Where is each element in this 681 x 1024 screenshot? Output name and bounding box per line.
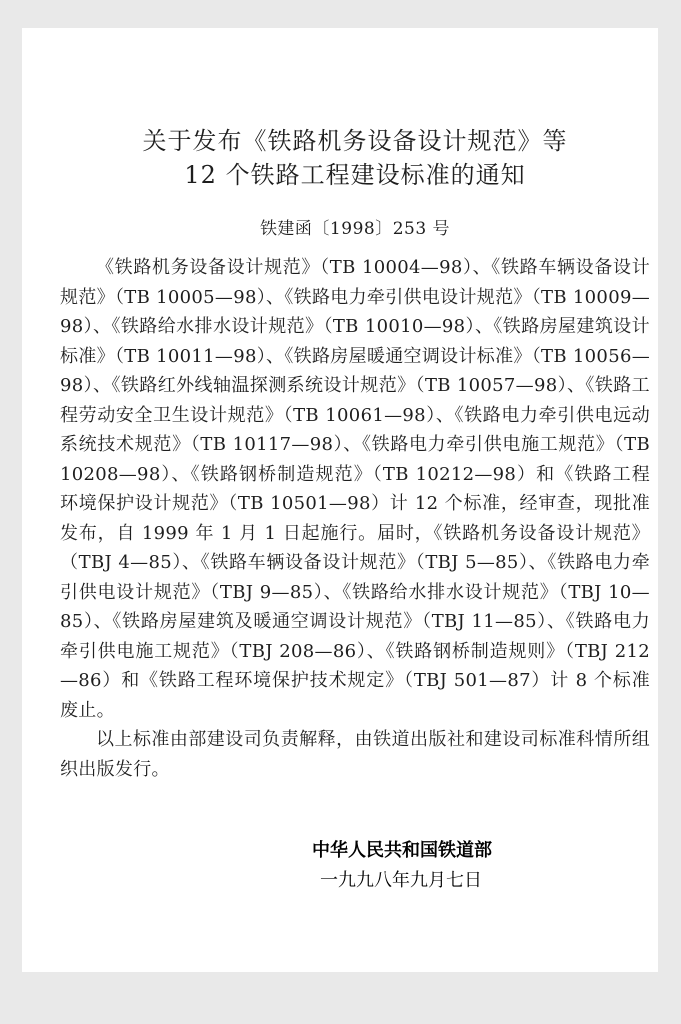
body-paragraph-1: 《铁路机务设备设计规范》（TB 10004—98）、《铁路车辆设备设计规范》（TB 10005—98）、《铁路电力牵引供电设计规范》（TB 10009—98）、《铁路给水排水设计规范》（TB 10010—98）、《铁路房屋建筑设计标准》（TB 10011—98）、《铁路房屋暖通空调设计标准》（TB 10056—98）、《铁路红外线轴温探测系统设计规范》（TB 10057—98）、《铁路工程劳动安全卫生设计规范》（TB 10061—98）、《铁路电力牵引供电远动系统技术规范》（TB 10117—98）、《铁路电力牵引供电施工规范》（TB 10208—98）、《铁路钢桥制造规范》（TB 10212—98）和《铁路工程环境保护设计规范》（TB 10501—98）计 12 个标准，经审查，现批准发布，自 1999 年 1 月 1 日起施行。届时，《铁路机务设备设计规范》（TBJ 4—85）、《铁路车辆设备设计规范》（TBJ 5—85）、《铁路电力牵引供电设计规范》（TBJ 9—85）、《铁路给水排水设计规范》（TBJ 10—85）、《铁路房屋建筑及暖通空调设计规范》（TBJ 11—85）、《铁路电力牵引供电施工规范》（TBJ 208—86）、《铁路钢桥制造规则》（TBJ 212—86）和《铁路工程环境保护技术规定》（TBJ 501—87）计 8 个标准废止。 <box>60 257 650 721</box>
body-paragraph-2: 以上标准由部建设司负责解释，由铁道出版社和建设司标准科情所组织出版发行。 <box>60 729 650 780</box>
document-body <box>60 124 650 784</box>
document-number: 铁建函〔1998〕253 号 <box>259 219 451 239</box>
signature-block <box>312 836 492 896</box>
title-line-1: 关于发布《铁路机务设备设计规范》等 <box>142 127 568 155</box>
issuing-organization: 中华人民共和国铁道部 <box>312 840 492 861</box>
page-title <box>60 124 650 192</box>
issue-date: 一九九八年九月七日 <box>320 870 482 891</box>
document-page <box>22 28 658 972</box>
title-line-2: 12 个铁路工程建设标准的通知 <box>184 161 526 189</box>
